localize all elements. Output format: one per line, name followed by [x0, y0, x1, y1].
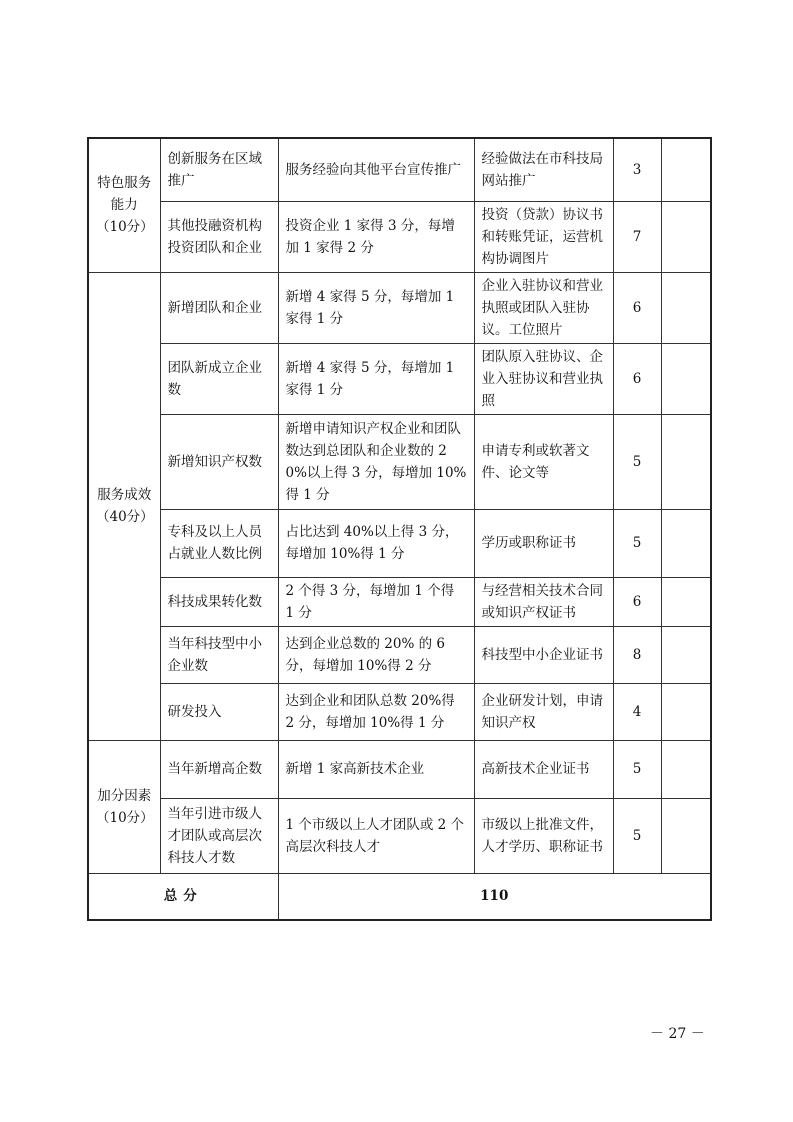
remark-cell	[661, 414, 711, 509]
score-cell: 6	[613, 272, 661, 343]
remark-cell	[661, 272, 711, 343]
table-row	[88, 414, 711, 509]
standard-cell: 服务经验向其他平台宣传推广	[278, 138, 474, 201]
table-row	[88, 683, 711, 740]
table-row	[88, 272, 711, 343]
total-row	[88, 873, 711, 920]
evidence-cell: 学历或职称证书	[474, 509, 613, 577]
scoring-table	[87, 137, 712, 921]
category-label-line: 特色服务	[97, 175, 152, 192]
evidence-cell: 与经营相关技术合同或知识产权证书	[474, 577, 613, 626]
score-cell: 6	[613, 343, 661, 414]
item-cell: 团队新成立企业数	[160, 343, 278, 414]
standard-cell: 新增申请知识产权企业和团队数达到总团队和企业数的 20%以上得 3 分，每增加 10%得 1 分	[278, 414, 474, 509]
remark-cell	[661, 509, 711, 577]
table-row	[88, 577, 711, 626]
remark-cell	[661, 683, 711, 740]
item-cell: 新增知识产权数	[160, 414, 278, 509]
total-label: 总分	[88, 873, 278, 920]
remark-cell	[661, 626, 711, 683]
evidence-cell: 投资（贷款）协议书和转账凭证，运营机构协调图片	[474, 201, 613, 272]
score-cell: 5	[613, 740, 661, 798]
score-cell: 6	[613, 577, 661, 626]
item-cell: 科技成果转化数	[160, 577, 278, 626]
category-cell	[88, 272, 160, 740]
item-cell: 创新服务在区域推广	[160, 138, 278, 201]
category-cell	[88, 138, 160, 272]
category-label-line: 加分因素	[97, 787, 152, 804]
evidence-cell: 经验做法在市科技局网站推广	[474, 138, 613, 201]
category-label-line: （10分）	[96, 219, 154, 236]
table-row	[88, 201, 711, 272]
category-label-line: （10分）	[96, 809, 154, 826]
category-label-line: 服务成效	[97, 487, 152, 503]
evidence-cell: 企业入驻协议和营业执照或团队入驻协议。工位照片	[474, 272, 613, 343]
evidence-cell: 市级以上批准文件，人才学历、职称证书	[474, 798, 613, 873]
category-label-line: 能力	[110, 197, 138, 214]
standard-cell: 新增 4 家得 5 分，每增加 1 家得 1 分	[278, 272, 474, 343]
category-label-line: （40分）	[96, 509, 154, 525]
evidence-cell: 科技型中小企业证书	[474, 626, 613, 683]
item-cell: 当年引进市级人才团队或高层次科技人才数	[160, 798, 278, 873]
score-cell: 7	[613, 201, 661, 272]
score-cell: 8	[613, 626, 661, 683]
remark-cell	[661, 577, 711, 626]
item-cell: 其他投融资机构投资团队和企业	[160, 201, 278, 272]
category-cell	[88, 740, 160, 873]
standard-cell: 2 个得 3 分，每增加 1 个得 1 分	[278, 577, 474, 626]
standard-cell: 1 个市级以上人才团队或 2 个高层次科技人才	[278, 798, 474, 873]
table-row	[88, 798, 711, 873]
standard-cell: 新增 4 家得 5 分，每增加 1 家得 1 分	[278, 343, 474, 414]
table-row	[88, 343, 711, 414]
standard-cell: 达到企业和团队总数 20%得 2 分，每增加 10%得 1 分	[278, 683, 474, 740]
evidence-cell: 高新技术企业证书	[474, 740, 613, 798]
item-cell: 专科及以上人员占就业人数比例	[160, 509, 278, 577]
evidence-cell: 企业研发计划，申请知识产权	[474, 683, 613, 740]
item-cell: 当年新增高企数	[160, 740, 278, 798]
score-cell: 5	[613, 798, 661, 873]
page-number: － 27 －	[650, 1026, 705, 1042]
item-cell: 当年科技型中小企业数	[160, 626, 278, 683]
remark-cell	[661, 138, 711, 201]
evidence-cell: 申请专利或软著文件、论文等	[474, 414, 613, 509]
table-row	[88, 626, 711, 683]
score-cell: 5	[613, 414, 661, 509]
remark-cell	[661, 201, 711, 272]
item-cell: 新增团队和企业	[160, 272, 278, 343]
score-cell: 4	[613, 683, 661, 740]
evidence-cell: 团队原入驻协议、企业入驻协议和营业执照	[474, 343, 613, 414]
table-row	[88, 740, 711, 798]
total-value: 110	[278, 873, 711, 920]
remark-cell	[661, 740, 711, 798]
standard-cell: 占比达到 40%以上得 3 分，每增加 10%得 1 分	[278, 509, 474, 577]
item-cell: 研发投入	[160, 683, 278, 740]
table-row	[88, 509, 711, 577]
remark-cell	[661, 798, 711, 873]
standard-cell: 新增 1 家高新技术企业	[278, 740, 474, 798]
score-cell: 3	[613, 138, 661, 201]
standard-cell: 达到企业总数的 20% 的 6 分，每增加 10%得 2 分	[278, 626, 474, 683]
table-row	[88, 138, 711, 201]
score-cell: 5	[613, 509, 661, 577]
remark-cell	[661, 343, 711, 414]
standard-cell: 投资企业 1 家得 3 分，每增加 1 家得 2 分	[278, 201, 474, 272]
